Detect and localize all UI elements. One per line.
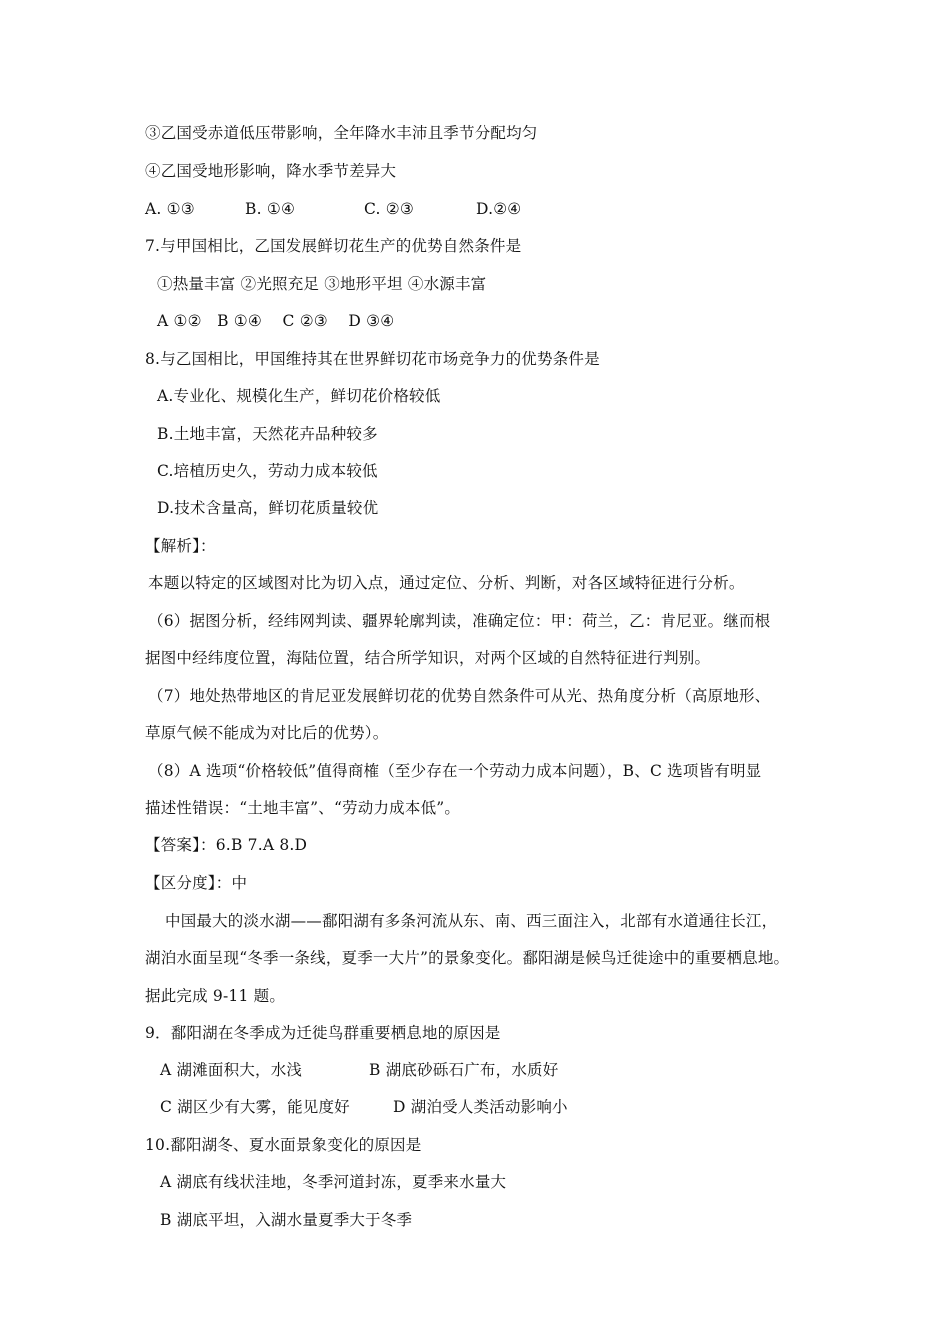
analysis-heading: 【解析】： [145,537,216,555]
passage-line3: 据此完成 9-11 题。 [145,987,286,1005]
q9-option-b: B 湖底砂砾石广布，水质好 [369,1061,559,1079]
analysis-intro: 本题以特定的区域图对比为切入点，通过定位、分析、判断，对各区域特征进行分析。 [148,574,745,592]
passage-line2: 湖泊水面呈现“冬季一条线，夏季一大片”的景象变化。鄱阳湖是候鸟迁徙途中的重要栖息地。 [145,949,790,967]
analysis-q6-line1: （6）据图分析，经纬网判读、疆界轮廓判读，准确定位：甲：荷兰，乙：肯尼亚。继而根 [148,612,771,630]
difficulty-line: 【区分度】：中 [145,874,248,892]
q6-option-a: A. ①③ [145,200,195,218]
q9-stem: 9．鄱阳湖在冬季成为迁徙鸟群重要栖息地的原因是 [145,1024,501,1042]
q8-option-d: D.技术含量高，鲜切花质量较优 [157,499,379,517]
q8-stem: 8.与乙国相比，甲国维持其在世界鲜切花市场竞争力的优势条件是 [145,350,600,368]
q9-option-a: A 湖滩面积大，水浅 [160,1061,303,1079]
analysis-q7-line1: （7）地处热带地区的肯尼亚发展鲜切花的优势自然条件可从光、热角度分析（高原地形、 [148,687,771,705]
q10-option-b: B 湖底平坦，入湖水量夏季大于冬季 [160,1211,413,1229]
q6-option-d: D.②④ [476,200,522,218]
passage-line1: 中国最大的淡水湖——鄱阳湖有多条河流从东、南、西三面注入，北部有水道通往长江， [165,912,778,930]
q9-option-d: D 湖泊受人类活动影响小 [393,1098,568,1116]
q8-option-b: B.土地丰富，天然花卉品种较多 [157,425,378,443]
analysis-q6-line2: 据图中经纬度位置，海陆位置，结合所学知识，对两个区域的自然特征进行判别。 [145,649,711,667]
q6-statement-4: ④乙国受地形影响，降水季节差异大 [145,162,397,180]
q7-statements: ①热量丰富 ②光照充足 ③地形平坦 ④水源丰富 [157,275,487,293]
q8-option-c: C.培植历史久，劳动力成本较低 [157,462,378,480]
q6-statement-3: ③乙国受赤道低压带影响，全年降水丰沛且季节分配均匀 [145,124,538,142]
q6-option-c: C. ②③ [364,200,414,218]
q6-option-b: B. ①④ [245,200,296,218]
q10-stem: 10.鄱阳湖冬、夏水面景象变化的原因是 [145,1136,422,1154]
analysis-q8-line2: 描述性错误：“土地丰富”、“劳动力成本低”。 [145,799,461,817]
q7-options: A ①② B ①④ C ②③ D ③④ [157,312,395,330]
analysis-q8-line1: （8）A 选项“价格较低”值得商榷（至少存在一个劳动力成本问题），B、C 选项皆有明显 [148,762,762,780]
q9-option-c: C 湖区少有大雾，能见度好 [160,1098,350,1116]
q8-option-a: A.专业化、规模化生产，鲜切花价格较低 [157,387,441,405]
q10-option-a: A 湖底有线状洼地，冬季河道封冻，夏季来水量大 [160,1173,507,1191]
answer-line: 【答案】：6.B 7.A 8.D [145,836,308,854]
analysis-q7-line2: 草原气候不能成为对比后的优势）。 [145,724,389,742]
q7-stem: 7.与甲国相比，乙国发展鲜切花生产的优势自然条件是 [145,237,522,255]
